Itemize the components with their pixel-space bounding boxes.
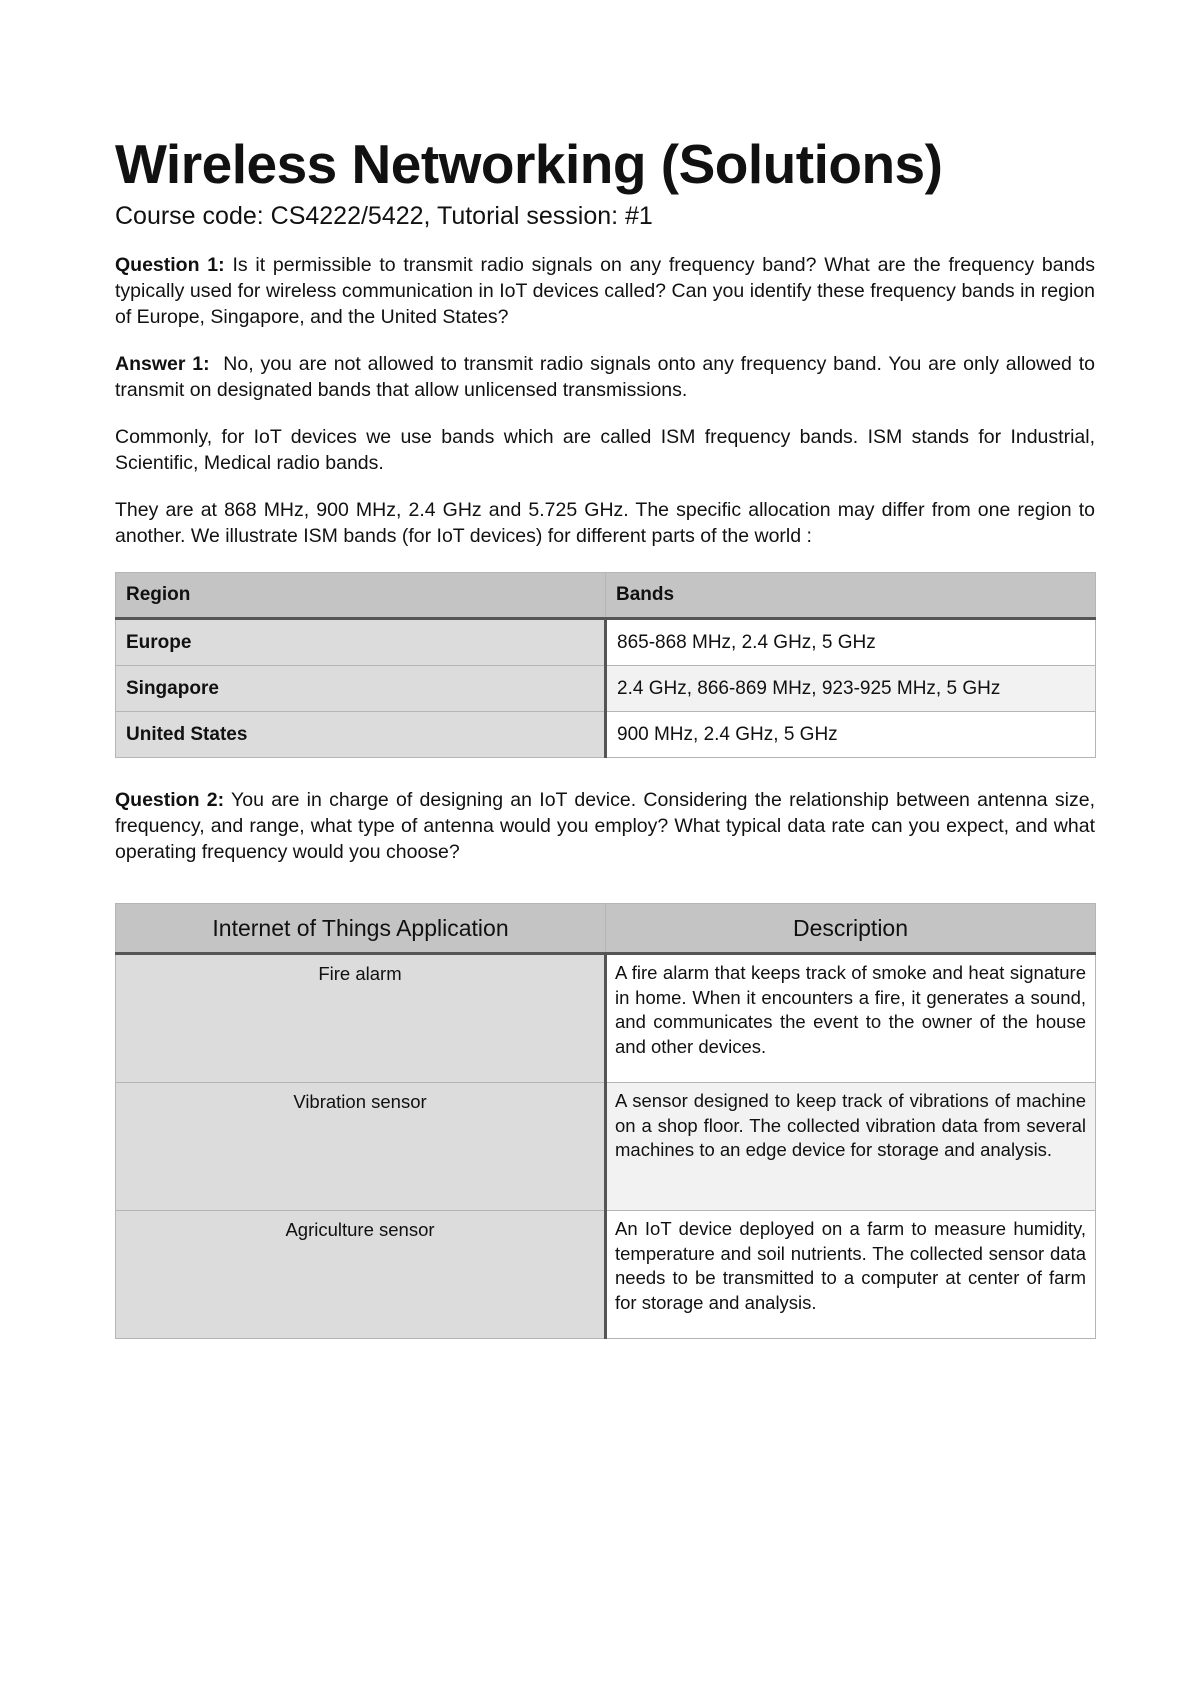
question-1-text: Is it permissible to transmit radio signals on any frequency band? What are the frequency bands typically used for wireless communication in IoT devices called? Can you identify these frequency bands in region of Europe, Singapore, and the United States? [115, 254, 1096, 328]
description-cell: An IoT device deployed on a farm to measure humidity, temperature and soil nutrients. The collected sensor data needs to be transmitted to a computer at center of farm for storage and analysis. [606, 1211, 1096, 1339]
table-row [116, 712, 1096, 758]
table-row [116, 619, 1096, 666]
answer-1 [115, 351, 1095, 403]
answer-1-paragraph-2: Commonly, for IoT devices we use bands which are called ISM frequency bands. ISM stands for Industrial, Scientific, Medical radio bands. [115, 426, 1095, 474]
question-2-text: You are in charge of designing an IoT device. Considering the relationship between antenna size, frequency, and range, what type of antenna would you employ? What typical data rate can you expect, and what operating frequency would you choose? [115, 789, 1095, 863]
bands-column-header: Bands [606, 573, 1096, 619]
iot-applications-table [115, 903, 1096, 1339]
answer-1-paragraph-3: They are at 868 MHz, 900 MHz, 2.4 GHz and 5.725 GHz. The specific allocation may differ from one region to another. We illustrate ISM bands (for IoT devices) for different parts of the world : [115, 499, 1095, 547]
document-title: Wireless Networking (Solutions) [115, 133, 943, 195]
application-cell: Fire alarm [116, 954, 606, 1083]
region-cell: Europe [116, 619, 606, 666]
question-1-label: Question 1: [115, 254, 225, 276]
description-column-header: Description [606, 904, 1096, 954]
region-cell: Singapore [116, 666, 606, 712]
description-cell: A sensor designed to keep track of vibrations of machine on a shop floor. The collected vibration data from several machines to an edge device for storage and analysis. [606, 1083, 1096, 1211]
document-page [115, 132, 1095, 1339]
bands-cell: 900 MHz, 2.4 GHz, 5 GHz [606, 712, 1096, 758]
ism-bands-table [115, 572, 1096, 758]
table-row [116, 1083, 1096, 1211]
answer-1-text: No, you are not allowed to transmit radio signals onto any frequency band. You are only allowed to transmit on designated bands that allow unlicensed transmissions. [115, 353, 1095, 401]
application-cell: Vibration sensor [116, 1083, 606, 1211]
bands-cell: 2.4 GHz, 866-869 MHz, 923-925 MHz, 5 GHz [606, 666, 1096, 712]
course-subtitle: Course code: CS4222/5422, Tutorial session: #1 [115, 202, 653, 230]
bands-cell: 865-868 MHz, 2.4 GHz, 5 GHz [606, 619, 1096, 666]
question-1 [115, 252, 1095, 330]
application-cell: Agriculture sensor [116, 1211, 606, 1339]
answer-1-label: Answer 1: [115, 353, 210, 375]
table-row [116, 1211, 1096, 1339]
table-row [116, 954, 1096, 1083]
region-column-header: Region [116, 573, 606, 619]
region-cell: United States [116, 712, 606, 758]
question-2-label: Question 2: [115, 789, 225, 811]
table-row [116, 666, 1096, 712]
question-2 [115, 787, 1095, 865]
table-header-row [116, 904, 1096, 954]
application-column-header: Internet of Things Application [116, 904, 606, 954]
table-header-row [116, 573, 1096, 619]
description-cell: A fire alarm that keeps track of smoke and heat signature in home. When it encounters a fire, it generates a sound, and communicates the event to the owner of the house and other devices. [606, 954, 1096, 1083]
